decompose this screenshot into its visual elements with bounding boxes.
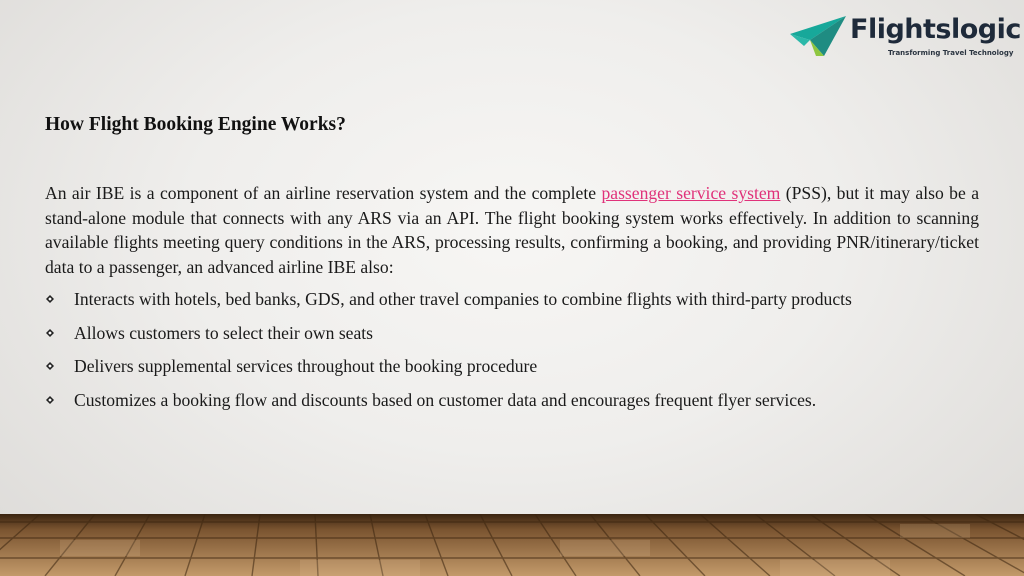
list-item-text: Delivers supplemental services throughout the booking procedure [74, 356, 538, 376]
brand-logo [788, 12, 1021, 62]
pss-link[interactable]: passenger service system [601, 183, 781, 203]
page-title: How Flight Booking Engine Works? [45, 114, 346, 135]
diamond-bullet-icon [46, 295, 54, 303]
list-item-text: Interacts with hotels, bed banks, GDS, and other travel companies to combine flights with third-party products [74, 289, 852, 309]
list-item-text: Allows customers to select their own seats [74, 322, 374, 343]
brand-name: Flightslogic [850, 14, 1021, 45]
paper-plane-icon [788, 12, 850, 58]
list-item-text: Customizes a booking flow and discounts based on customer data and encourages frequent flyer services. [74, 389, 817, 410]
list-item [45, 354, 995, 388]
diamond-bullet-icon [46, 362, 54, 370]
diamond-bullet-icon [46, 329, 54, 337]
wood-floor [0, 514, 1024, 576]
list-item [45, 388, 995, 422]
list-item [45, 321, 995, 355]
paragraph-text-end: (PSS), but it may also be a stand-alone module that connects with any ARS via an API. The flight booking system works effectively. In addition to scanning available flights meeting query conditions in the ARS, processing results, confirming a booking, and providing PNR/itinerary/ticket data to a passenger, an advanced airline IBE also: [45, 183, 979, 277]
brand-tagline: Transforming Travel Technology [888, 49, 1014, 57]
list-item [45, 287, 995, 321]
feature-list [45, 287, 995, 421]
paragraph-text-start: An air IBE is a component of an airline reservation system and the complete [45, 183, 602, 203]
diamond-bullet-icon [46, 396, 54, 404]
intro-paragraph [45, 181, 979, 279]
